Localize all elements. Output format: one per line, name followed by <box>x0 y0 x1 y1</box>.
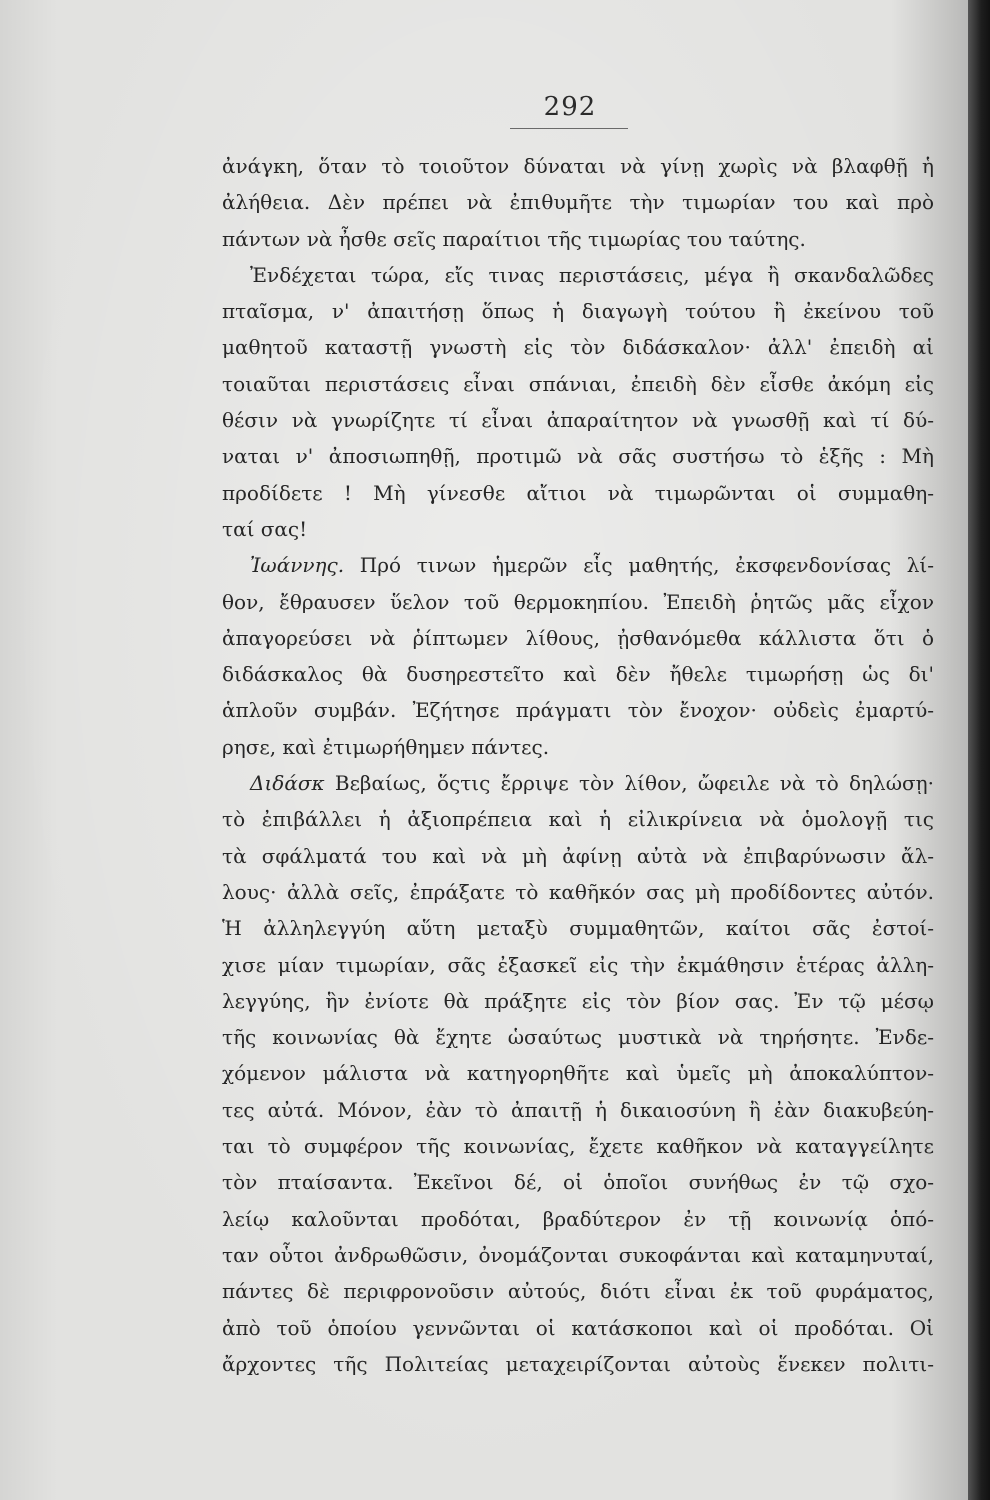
text-line: διδάσκαλος θὰ δυσηρεστεῖτο καὶ δὲν ἤθελε τιμωρήσῃ ὡς δι' <box>222 662 934 687</box>
text-line: τὰ σφάλματά του καὶ νὰ μὴ ἀφίνῃ αὐτὰ νὰ ἐπιβαρύνωσιν ἄλ- <box>222 843 934 868</box>
text-line: ἀπαγορεύσει νὰ ῥίπτωμεν λίθους, ᾐσθανόμεθα κάλλιστα ὅτι ὁ <box>222 625 934 650</box>
text-line: Βεβαίως, ὅςτις ἔρριψε τὸν λίθον, ὤφειλε νὰ τὸ δηλώσῃ· <box>334 771 934 796</box>
book-spine-shadow <box>968 0 990 1500</box>
text-line: θέσιν νὰ γνωρίζητε τί εἶναι ἀπαραίτητον νὰ γνωσθῇ καὶ τί δύ- <box>222 408 934 433</box>
text-line: τες αὐτά. Μόνον, ἐὰν τὸ ἀπαιτῇ ἡ δικαιοσύνη ἢ ἐὰν διακυβεύη- <box>222 1097 934 1122</box>
text-line: λεγγύης, ἣν ἐνίοτε θὰ πράξητε εἰς τὸν βίον σας. Ἐν τῷ μέσῳ <box>222 988 934 1013</box>
text-line: πάντων νὰ ἦσθε σεῖς παραίτιοι τῆς τιμωρίας του ταύτης. <box>222 226 806 251</box>
text-line: ρησε, καὶ ἐτιμωρήθημεν πάντες. <box>222 734 550 759</box>
text-line: λους· ἀλλὰ σεῖς, ἐπράξατε τὸ καθῆκόν σας μὴ προδίδοντες αὐτόν. <box>222 879 934 904</box>
page-number: 292 <box>543 92 597 122</box>
text-line: προδίδετε ! Μὴ γίνεσθε αἴτιοι νὰ τιμωρῶνται οἱ συμμαθη- <box>222 480 934 505</box>
text-line: λείῳ καλοῦνται προδόται, βραδύτερον ἐν τῇ κοινωνίᾳ ὁπό- <box>222 1206 934 1231</box>
text-line: θον, ἔθραυσεν ὕελον τοῦ θερμοκηπίου. Ἐπειδὴ ῥητῶς μᾶς εἶχον <box>222 589 934 614</box>
text-line: χόμενον μάλιστα νὰ κατηγορηθῆτε καὶ ὑμεῖς μὴ ἀποκαλύπτον- <box>222 1061 934 1086</box>
speaker-paragraph-ioannis <box>222 547 934 583</box>
text-line: ναται ν' ἀποσιωπηθῇ, προτιμῶ νὰ σᾶς συστήσω τὸ ἑξῆς : Μὴ <box>222 444 934 469</box>
text-line: ἀπὸ τοῦ ὁποίου γεννῶνται οἱ κατάσκοποι καὶ οἱ προδόται. Οἱ <box>222 1315 934 1340</box>
text-line: Ἐνδέχεται τώρα, εἴς τινας περιστάσεις, μέγα ἢ σκανδαλῶδες <box>250 262 934 287</box>
header-rule <box>510 128 628 129</box>
text-line: τὸν πταίσαντα. Ἐκεῖνοι δέ, οἱ ὁποῖοι συνήθως ἐν τῷ σχο- <box>222 1170 934 1195</box>
text-line: τὸ ἐπιβάλλει ἡ ἀξιοπρέπεια καὶ ἡ εἰλικρίνεια νὰ ὁμολογῇ τις <box>222 807 934 832</box>
text-line: ἁπλοῦν συμβάν. Ἐζήτησε πράγματι τὸν ἔνοχον· οὐδεὶς ἐμαρτύ- <box>222 698 934 723</box>
speaker-name: Διδάσκ <box>250 771 325 796</box>
text-line: Ἡ ἀλληλεγγύη αὕτη μεταξὺ συμμαθητῶν, καίτοι σᾶς ἐστοί- <box>222 916 934 941</box>
text-line: πταῖσμα, ν' ἀπαιτήσῃ ὅπως ἡ διαγωγὴ τούτου ἢ ἐκείνου τοῦ <box>222 299 934 324</box>
page-body-text <box>222 148 934 1382</box>
text-line: χισε μίαν τιμωρίαν, σᾶς ἐξασκεῖ εἰς τὴν ἐκμάθησιν ἑτέρας ἀλλη- <box>222 952 934 977</box>
speaker-name: Ἰωάννης. <box>250 553 345 578</box>
text-line: ἀλήθεια. Δὲν πρέπει νὰ ἐπιθυμῆτε τὴν τιμωρίαν του καὶ πρὸ <box>222 190 934 215</box>
text-line: ἀνάγκη, ὅταν τὸ τοιοῦτον δύναται νὰ γίνῃ χωρὶς νὰ βλαφθῇ ἡ <box>222 154 934 178</box>
text-line: μαθητοῦ καταστῇ γνωστὴ εἰς τὸν διδάσκαλον· ἀλλ' ἐπειδὴ αἱ <box>222 335 934 360</box>
text-line: ἄρχοντες τῆς Πολιτείας μεταχειρίζονται αὐτοὺς ἕνεκεν πολιτι- <box>222 1351 934 1376</box>
text-line: Πρό τινων ἡμερῶν εἷς μαθητής, ἐκσφενδονίσας λί- <box>359 553 934 578</box>
text-line: τοιαῦται περιστάσεις εἶναι σπάνιαι, ἐπειδὴ δὲν εἶσθε ἀκόμη εἰς <box>222 371 934 396</box>
text-line: ταν οὗτοι ἀνδρωθῶσιν, ὀνομάζονται συκοφάνται καὶ καταμηνυταί, <box>222 1242 934 1267</box>
text-line: πάντες δὲ περιφρονοῦσιν αὐτούς, διότι εἶναι ἐκ τοῦ φυράματος, <box>222 1279 934 1304</box>
text-line: ται τὸ συμφέρον τῆς κοινωνίας, ἔχετε καθῆκον νὰ καταγγείλητε <box>222 1134 934 1159</box>
speaker-paragraph-didask <box>222 765 934 801</box>
text-line: τῆς κοινωνίας θὰ ἔχητε ὡσαύτως μυστικὰ νὰ τηρήσητε. Ἐνδε- <box>222 1025 934 1050</box>
text-line: ταί σας! <box>222 516 308 541</box>
